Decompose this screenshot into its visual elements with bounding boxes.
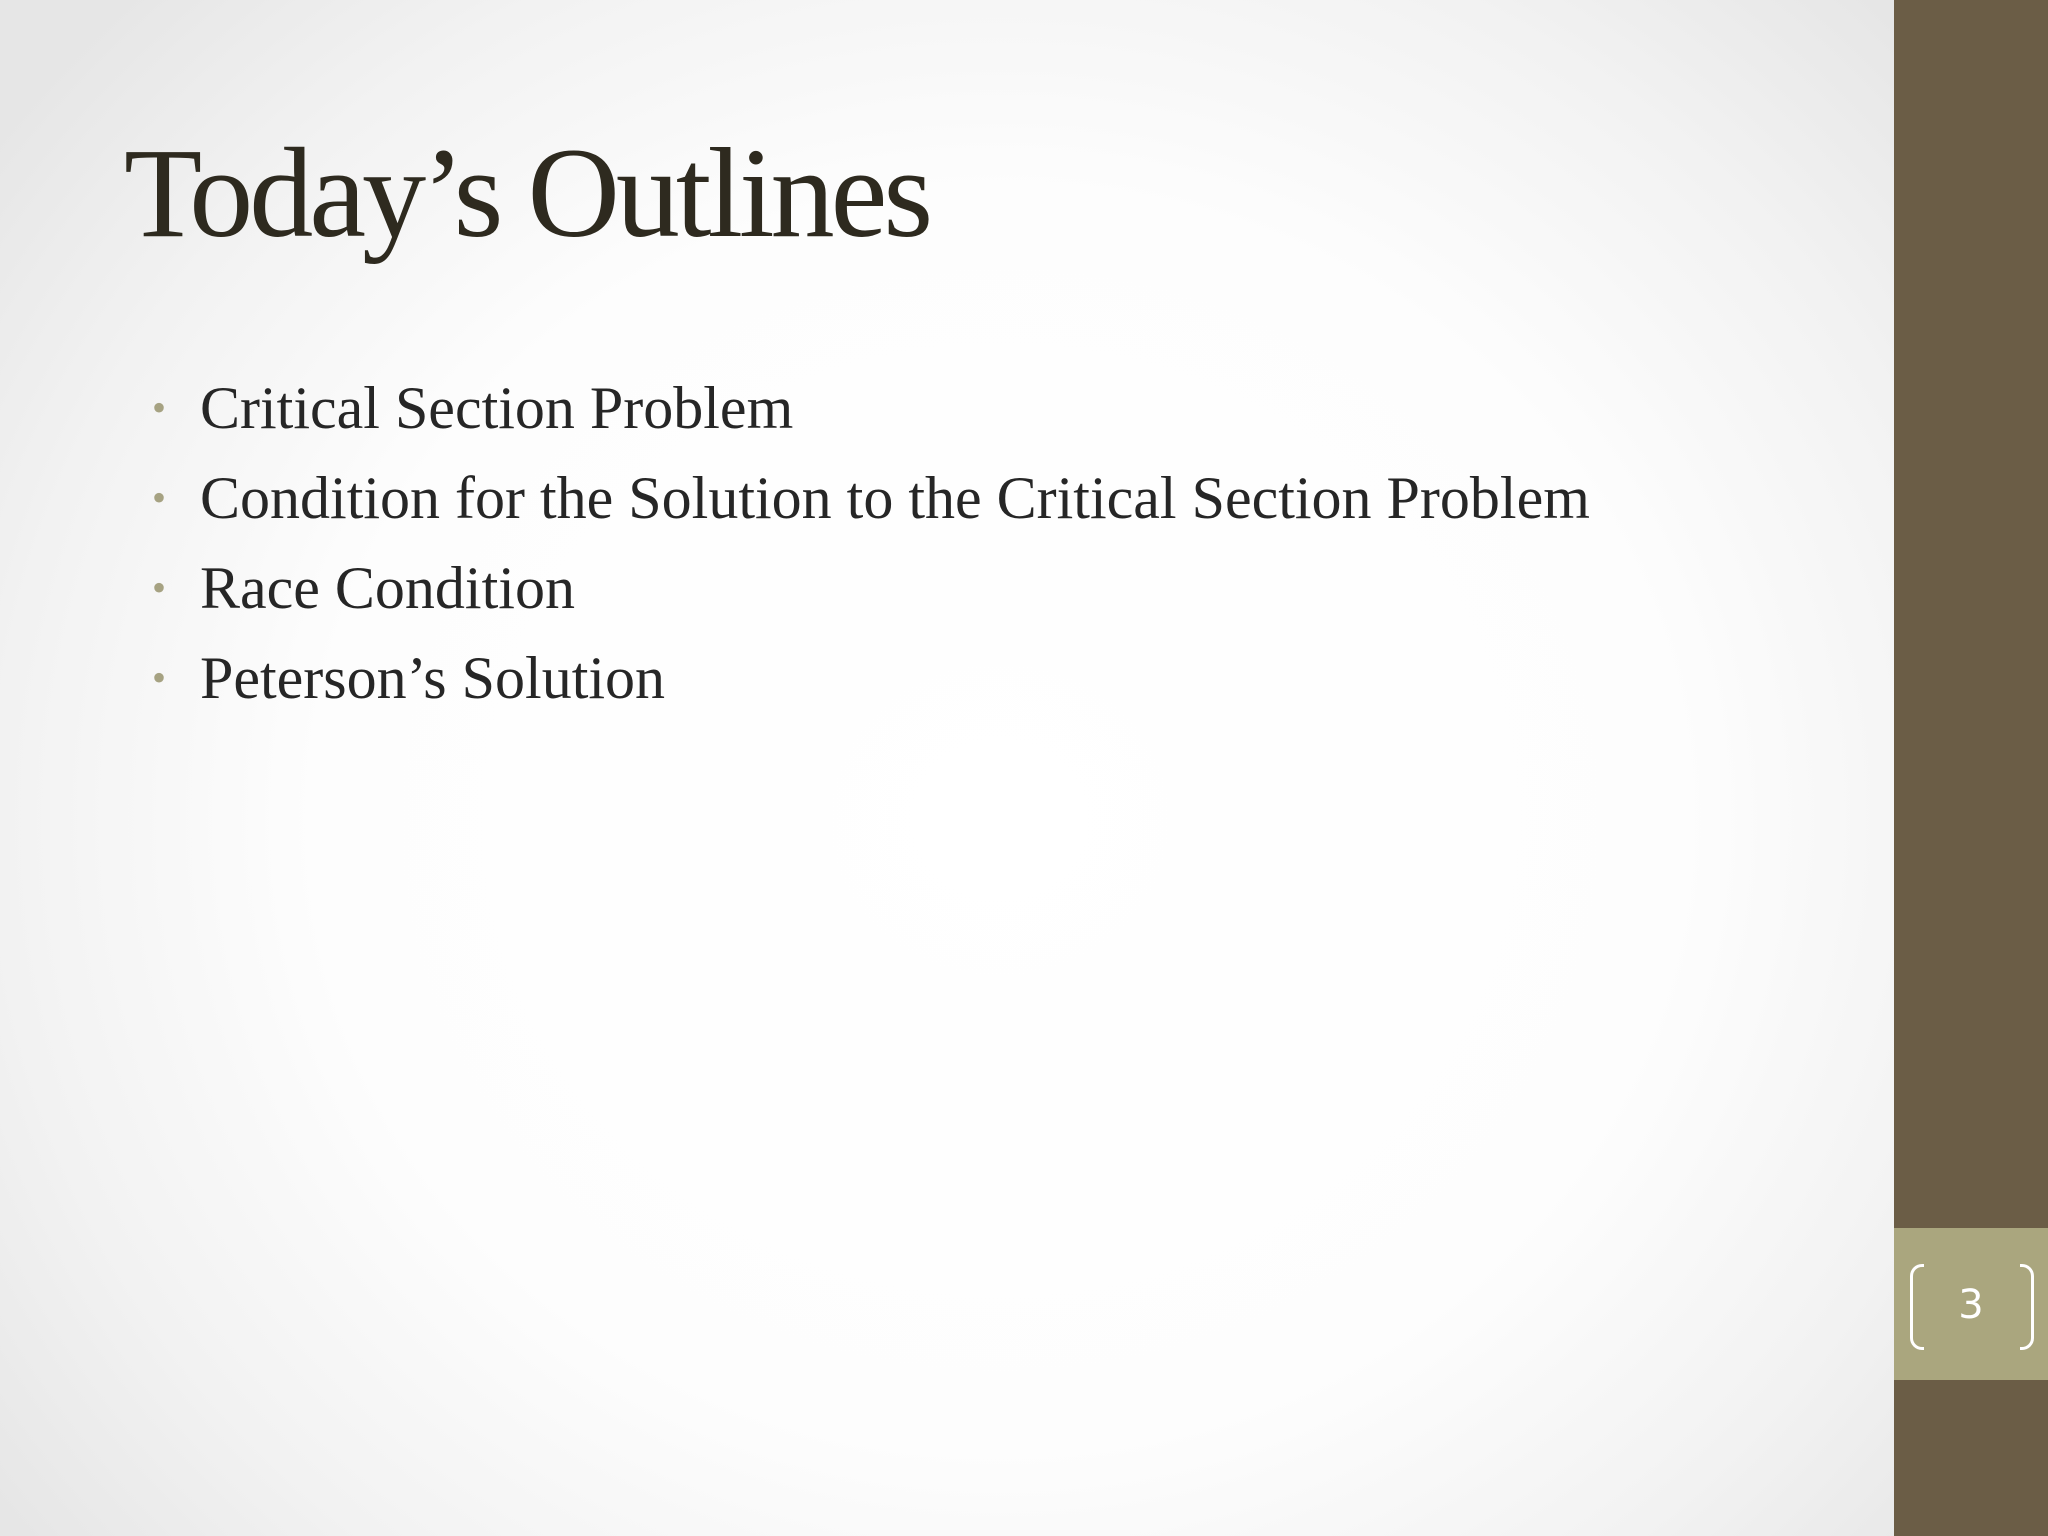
bullet-text: Peterson’s Solution: [200, 645, 666, 711]
page-number-box: [1894, 1228, 2048, 1380]
bullet-text: Race Condition: [200, 555, 575, 621]
bullet-icon: •: [152, 385, 167, 430]
bullet-icon: •: [152, 475, 167, 520]
bullet-item: [148, 548, 1590, 638]
bullet-list: [148, 368, 1590, 728]
bullet-text: Critical Section Problem: [200, 375, 794, 441]
bullet-text: Condition for the Solution to the Critical Section Problem: [200, 465, 1590, 531]
bullet-icon: •: [152, 655, 167, 700]
bullet-item: [148, 458, 1590, 548]
bullet-item: [148, 368, 1590, 458]
right-bracket-icon: [2020, 1264, 2034, 1350]
page-number: 3: [1958, 1282, 1984, 1328]
slide-title: Today’s Outlines: [124, 122, 930, 264]
bullet-item: [148, 638, 1590, 728]
bullet-icon: •: [152, 565, 167, 610]
